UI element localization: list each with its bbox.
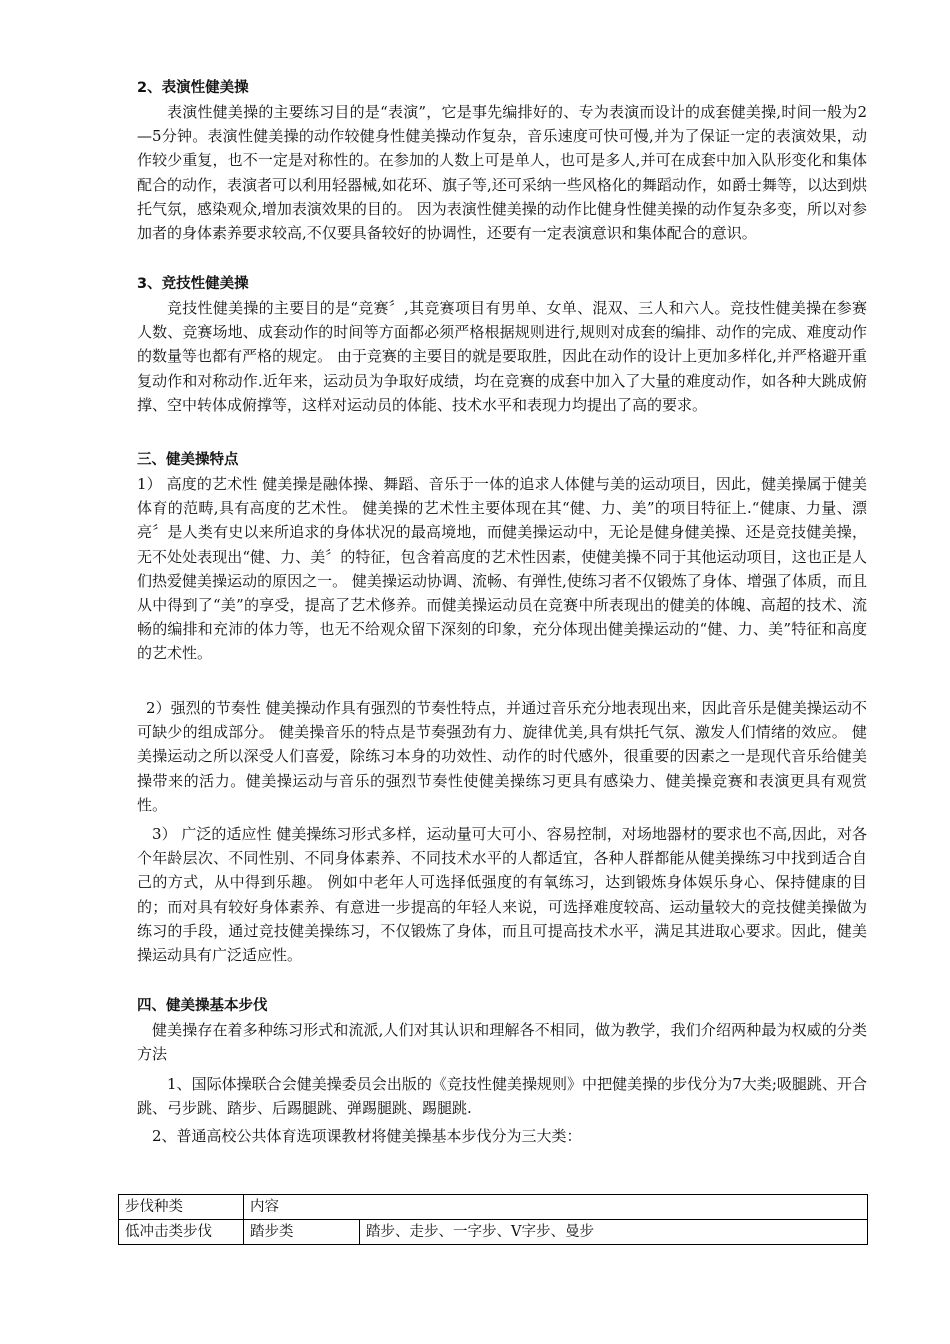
table-header-cell: 内容 (244, 1195, 868, 1220)
section-heading-performance: 2、表演性健美操 (137, 80, 249, 96)
paragraph-steps-college: 2、普通高校公共体育选项课教材将健美操基本步伐分为三大类： (152, 1127, 582, 1145)
section-heading-competitive: 3、竞技性健美操 (137, 276, 249, 292)
table-cell: 踏步、走步、一字步、V字步、曼步 (360, 1220, 868, 1245)
paragraph-feature-rhythm: 2）强烈的节奏性 健美操动作具有强烈的节奏性特点，并通过音乐充分地表现出来，因此音乐是健美操运动不可缺少的组成部分。 健美操音乐的特点是节奏强劲有力、旋律优美,具有烘托气氛、激发人们情绪的效应。 健美操运动之所以深受人们喜爱，除练习本身的功效性、动作的时代感外，很重要的因素之一是现代音乐给健美操带来的活力。健美操运动与音乐的强烈节奏性使健美操练习更具有感染力、健美操竞赛和表演更具有观赏性。 (137, 699, 867, 814)
chapter-heading-features: 三、健美操特点 (137, 452, 239, 468)
table-header-row (119, 1195, 868, 1220)
table-cell: 踏步类 (244, 1220, 360, 1245)
table-cell: 低冲击类步伐 (119, 1220, 244, 1245)
paragraph-performance: 表演性健美操的主要练习目的是“表演”，它是事先编排好的、专为表演而设计的成套健美操,时间一般为2—5分钟。表演性健美操的动作较健身性健美操动作复杂，音乐速度可快可慢,并为了保证一定的表演效果，动作较少重复，也不一定是对称性的。在参加的人数上可是单人，也可是多人,并可在成套中加入队形变化和集体配合的动作，表演者可以利用轻器械,如花环、旗子等,还可采纳一些风格化的舞蹈动作，如爵士舞等，以达到烘托气氛，感染观众,增加表演效果的目的。 因为表演性健美操的动作比健身性健美操的动作复杂多变，所以对参加者的身体素养要求较高,不仅要具备较好的协调性，还要有一定表演意识和集体配合的意识。 (137, 103, 867, 243)
table-header-cell: 步伐种类 (119, 1195, 244, 1220)
step-classification-table (118, 1194, 868, 1245)
paragraph-feature-adaptability: 3） 广泛的适应性 健美操练习形式多样，运动量可大可小、容易控制，对场地器材的要求也不高,因此，对各个年龄层次、不同性别、不同身体素养、不同技术水平的人都适宜，各种人群都能从健美操练习中找到适合自己的方式，从中得到乐趣。 例如中老年人可选择低强度的有氧练习，达到锻炼身体娱乐身心、保持健康的目的；而对具有较好身体素养、有意进一步提高的年轻人来说，可选择难度较高、运动量较大的竞技健美操做为练习的手段，通过竞技健美操练习，不仅锻炼了身体，而且可提高技术水平，满足其进取心要求。因此，健美操运动具有广泛适应性。 (137, 825, 867, 965)
paragraph-steps-fig: 1、国际体操联合会健美操委员会出版的《竞技性健美操规则》中把健美操的步伐分为7大类;吸腿跳、开合跳、弓步跳、踏步、后踢腿跳、弹踢腿跳、踢腿跳. (137, 1075, 867, 1118)
paragraph-feature-artistry: 1） 高度的艺术性 健美操是融体操、舞蹈、音乐于一体的追求人体健与美的运动项目，因此，健美操属于健美体育的范畴,具有高度的艺术性。 健美操的艺术性主要体现在其“健、力、美”的项目特征上.“健康、力量、漂亮〞是人类有史以来所追求的身体状况的最高境地，而健美操运动中，无论是健身健美操、还是竞技健美操，无不处处表现出“健、力、美〞的特征，包含着高度的艺术性因素，使健美操不同于其他运动项目，这也正是人们热爱健美操运动的原因之一。 健美操运动协调、流畅、有弹性,使练习者不仅锻炼了身体、增强了体质，而且从中得到了“美”的享受，提高了艺术修养。而健美操运动员在竞赛中所表现出的健美的体魄、高超的技术、流畅的编排和充沛的体力等，也无不给观众留下深刻的印象，充分体现出健美操运动的“健、力、美”特征和高度的艺术性。 (137, 475, 867, 663)
table-row (119, 1220, 868, 1245)
paragraph-competitive: 竞技性健美操的主要目的是“竞赛〞,其竞赛项目有男单、女单、混双、三人和六人。竞技性健美操在参赛人数、竞赛场地、成套动作的时间等方面都必须严格根据规则进行,规则对成套的编排、动作的完成、难度动作的数量等也都有严格的规定。 由于竞赛的主要目的就是要取胜，因此在动作的设计上更加多样化,并严格避开重复动作和对称动作.近年来，运动员为争取好成绩，均在竞赛的成套中加入了大量的难度动作，如各种大跳成俯撑、空中转体成俯撑等，这样对运动员的体能、技术水平和表现力均提出了高的要求。 (137, 299, 867, 414)
chapter-heading-basic-steps: 四、健美操基本步伐 (137, 998, 268, 1014)
paragraph-steps-intro: 健美操存在着多种练习形式和流派,人们对其认识和理解各不相同，做为教学，我们介绍两种最为权威的分类方法 (137, 1021, 867, 1064)
